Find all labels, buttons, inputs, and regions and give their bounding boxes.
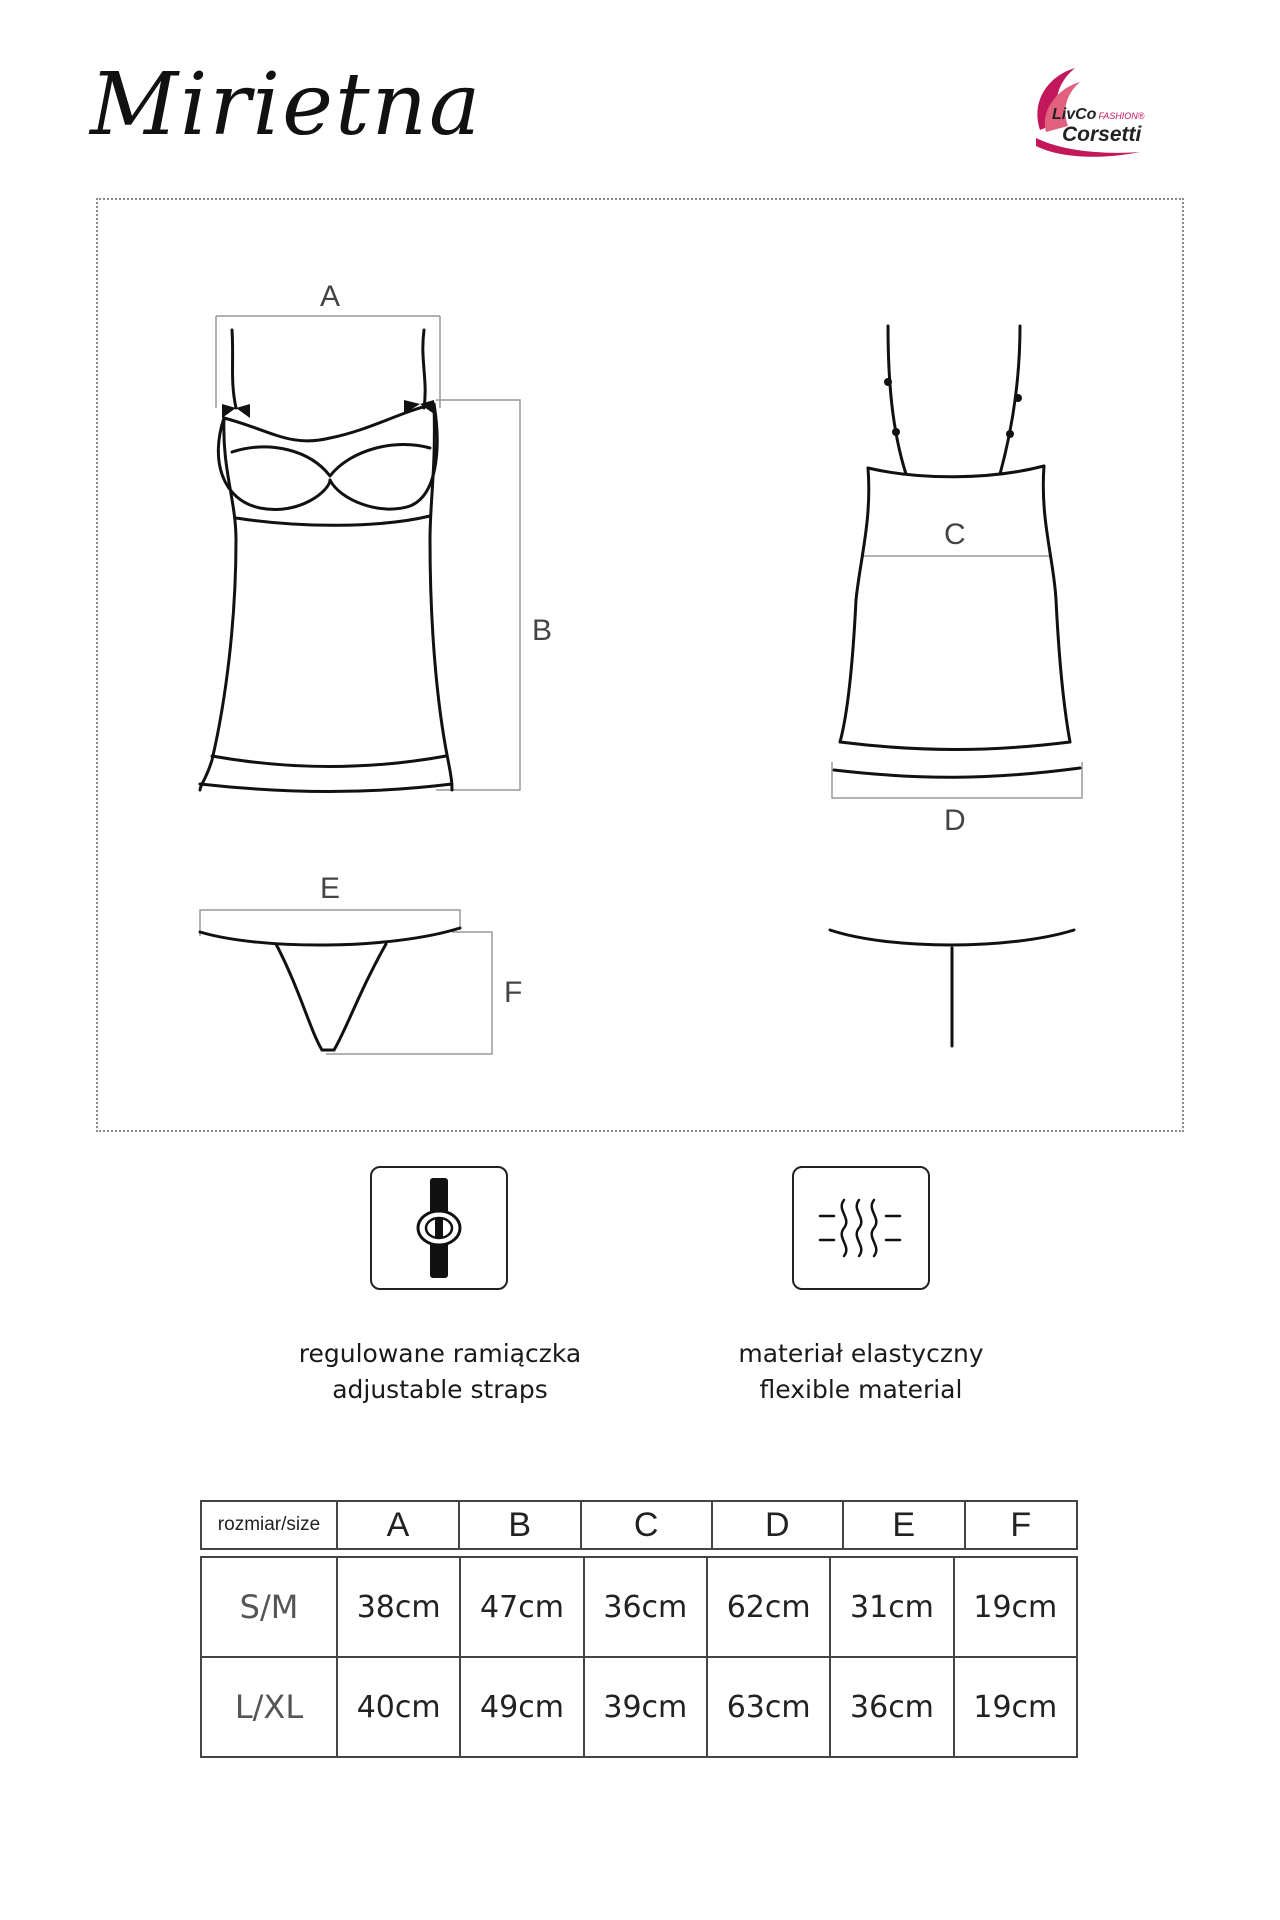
- value-cell: 19cm: [954, 1657, 1077, 1757]
- adjustable-strap-icon: [372, 1168, 506, 1288]
- column-header-d: D: [712, 1501, 843, 1549]
- label-a: A: [320, 280, 341, 313]
- column-header-c: C: [581, 1501, 712, 1549]
- measure-line-d: [832, 762, 1082, 798]
- chemise-front: [200, 330, 452, 792]
- size-cell: S/M: [201, 1557, 337, 1657]
- elastic-material-box: [792, 1166, 930, 1290]
- brand-name-livco: LivCo FASHION®: [1052, 106, 1145, 123]
- adjustable-strap-box: [370, 1166, 508, 1290]
- chemise-back: [834, 326, 1080, 777]
- label-e: E: [320, 872, 341, 905]
- size-table-header: [200, 1500, 1078, 1550]
- size-header-label: rozmiar/size: [201, 1501, 337, 1549]
- measure-line-a: [216, 316, 440, 408]
- thong-front: [200, 928, 460, 1050]
- column-header-a: A: [337, 1501, 459, 1549]
- size-cell: L/XL: [201, 1657, 337, 1757]
- value-cell: 36cm: [830, 1657, 953, 1757]
- value-cell: 49cm: [460, 1657, 583, 1757]
- measure-line-e: [200, 910, 460, 936]
- feature-flexible-material: [651, 1336, 1071, 1408]
- feature-adjustable-straps: [230, 1336, 650, 1408]
- value-cell: 63cm: [707, 1657, 830, 1757]
- elastic-material-icon: [794, 1168, 928, 1288]
- strap-sliders: [884, 378, 1022, 438]
- product-title: Mirietna: [90, 55, 483, 155]
- brand-name-corsetti: Corsetti: [1062, 123, 1142, 146]
- column-header-f: F: [965, 1501, 1077, 1549]
- feature-label-pl: materiał elastyczny: [738, 1339, 984, 1368]
- table-row: [201, 1657, 1077, 1757]
- measure-line-b: [436, 400, 520, 790]
- label-b: B: [532, 614, 553, 647]
- value-cell: 40cm: [337, 1657, 460, 1757]
- value-cell: 47cm: [460, 1557, 583, 1657]
- feature-label-en: flexible material: [759, 1375, 963, 1404]
- value-cell: 31cm: [830, 1557, 953, 1657]
- measure-guides: [200, 316, 1082, 1054]
- size-table: [200, 1556, 1078, 1758]
- label-f: F: [504, 976, 523, 1009]
- column-header-e: E: [843, 1501, 965, 1549]
- feature-label-en: adjustable straps: [332, 1375, 548, 1404]
- value-cell: 36cm: [584, 1557, 707, 1657]
- table-row: [201, 1557, 1077, 1657]
- column-header-b: B: [459, 1501, 581, 1549]
- value-cell: 38cm: [337, 1557, 460, 1657]
- thong-back: [830, 930, 1074, 1046]
- measure-line-f: [326, 932, 492, 1054]
- brand-tag: FASHION®: [1098, 111, 1145, 121]
- value-cell: 62cm: [707, 1557, 830, 1657]
- label-d: D: [944, 804, 966, 837]
- label-c: C: [944, 518, 966, 551]
- feature-label-pl: regulowane ramiączka: [298, 1339, 582, 1368]
- value-cell: 39cm: [584, 1657, 707, 1757]
- value-cell: 19cm: [954, 1557, 1077, 1657]
